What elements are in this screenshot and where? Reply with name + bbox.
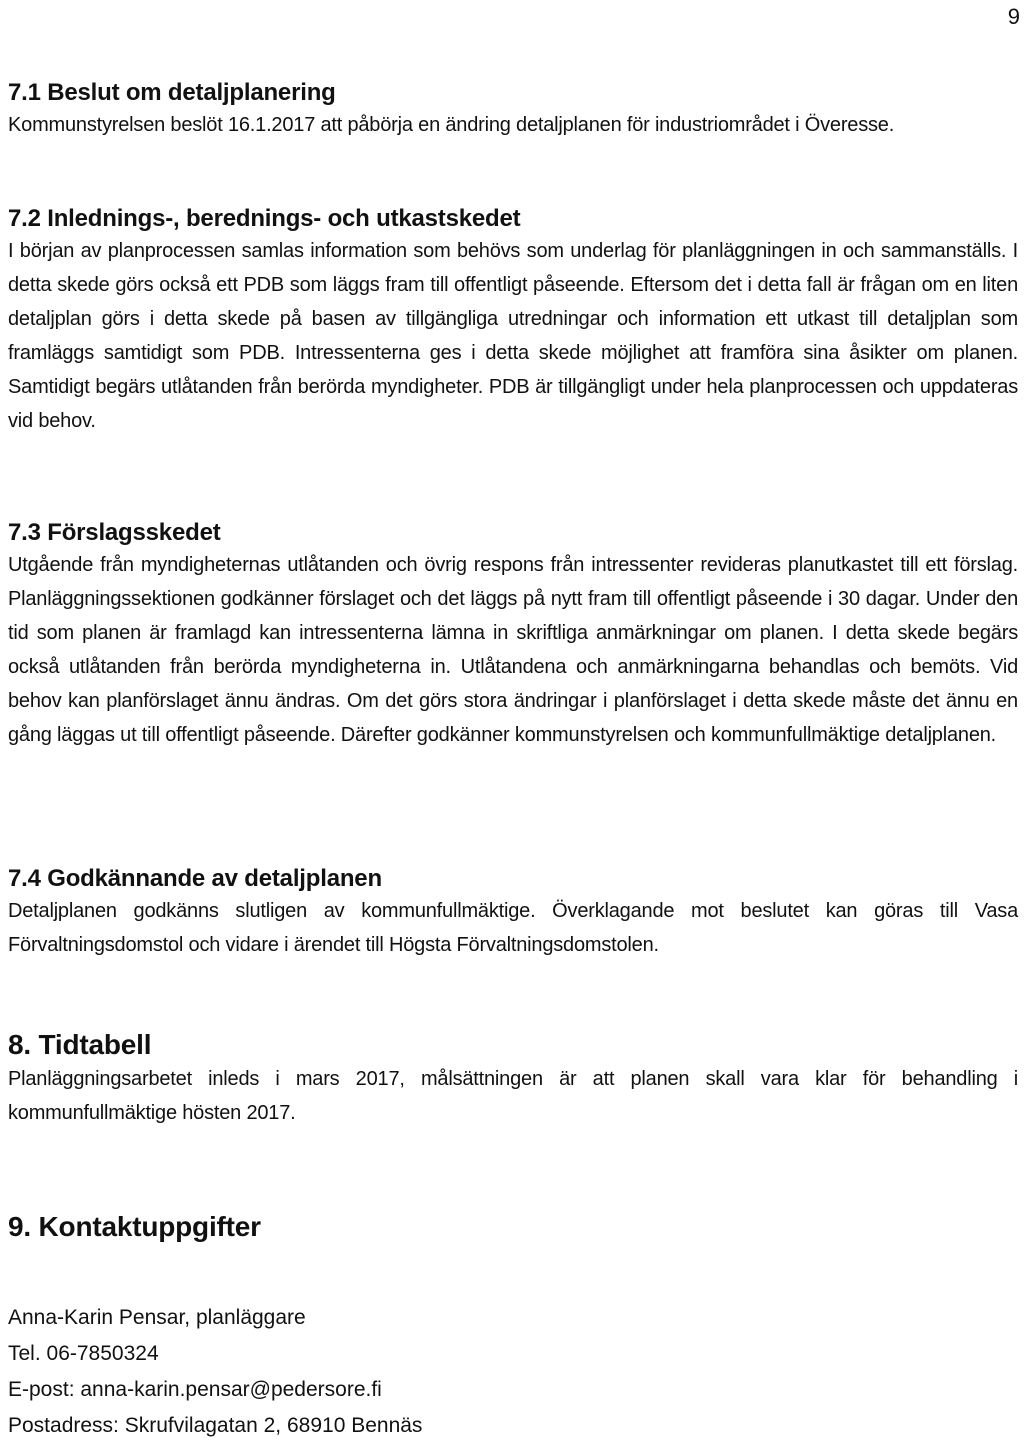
section-body: Detaljplanen godkänns slutligen av kommunfullmäktige. Överklagande mot beslutet kan göras till Vasa Förvaltningsdomstol och vidare i ärendet till Högsta Förvaltningsdomstolen. — [8, 900, 1018, 956]
section-heading: 8. Tidtabell — [8, 1029, 152, 1060]
section-heading: 9. Kontaktuppgifter — [8, 1211, 261, 1242]
section-body: I början av planprocessen samlas information som behövs som underlag för planläggningen in och sammanställs. I detta skede görs också ett PDB som läggs fram till offentligt påseende. Eftersom det i detta fall är frågan om en liten detaljplan görs i detta skede på basen av tillgängliga utredningar och information ett utkast till detaljplan som framläggs samtidigt som PDB. Intressenterna ges i detta skede möjlighet att framföra sina åsikter om planen. Samtidigt begärs utlåtanden från berörda myndigheter. PDB är tillgängligt under hela planprocessen och uppdateras vid behov. — [8, 240, 1018, 432]
contact-email: E-post: anna-karin.pensar@pedersore.fi — [8, 1378, 382, 1401]
section-body: Kommunstyrelsen beslöt 16.1.2017 att påbörja en ändring detaljplanen för industriområdet i Överesse. — [8, 114, 895, 136]
section-9-kontaktuppgifter — [8, 1210, 1018, 1244]
section-heading: 7.2 Inlednings-, berednings- och utkastskedet — [8, 205, 521, 232]
section-body: Planläggningsarbetet inleds i mars 2017, målsättningen är att planen skall vara klar för behandling i kommunfullmäktige hösten 2017. — [8, 1068, 1018, 1124]
contact-phone: Tel. 06-7850324 — [8, 1342, 159, 1365]
section-7-2 — [8, 204, 1018, 438]
contact-address: Postadress: Skrufvilagatan 2, 68910 Bennäs — [8, 1414, 423, 1437]
section-7-3 — [8, 518, 1018, 752]
section-7-4 — [8, 864, 1018, 962]
section-heading: 7.1 Beslut om detaljplanering — [8, 79, 336, 106]
section-body: Utgående från myndigheternas utlåtanden och övrig respons från intressenter revideras planutkastet till ett förslag. Planläggningssektionen godkänner förslaget och det läggs på nytt fram till offentligt påseende i 30 dagar. Under den tid som planen är framlagd kan intressenterna lämna in skriftliga anmärkningar om planen. I detta skede begärs också utlåtanden från berörda myndigheterna in. Utlåtandena och anmärkningarna behandlas och bemöts. Vid behov kan planförslaget ännu ändras. Om det görs stora ändringar i planförslaget i detta skede måste det ännu en gång läggas ut till offentligt påseende. Därefter godkänner kommunstyrelsen och kommunfullmäktige detaljplanen. — [8, 554, 1018, 746]
section-8-tidtabell — [8, 1028, 1018, 1130]
contact-name: Anna-Karin Pensar, planläggare — [8, 1306, 306, 1329]
section-heading: 7.3 Förslagsskedet — [8, 519, 221, 546]
page-number: 9 — [1007, 4, 1020, 29]
contact-block — [8, 1300, 1018, 1444]
section-heading: 7.4 Godkännande av detaljplanen — [8, 865, 382, 892]
section-7-1 — [8, 78, 1018, 142]
